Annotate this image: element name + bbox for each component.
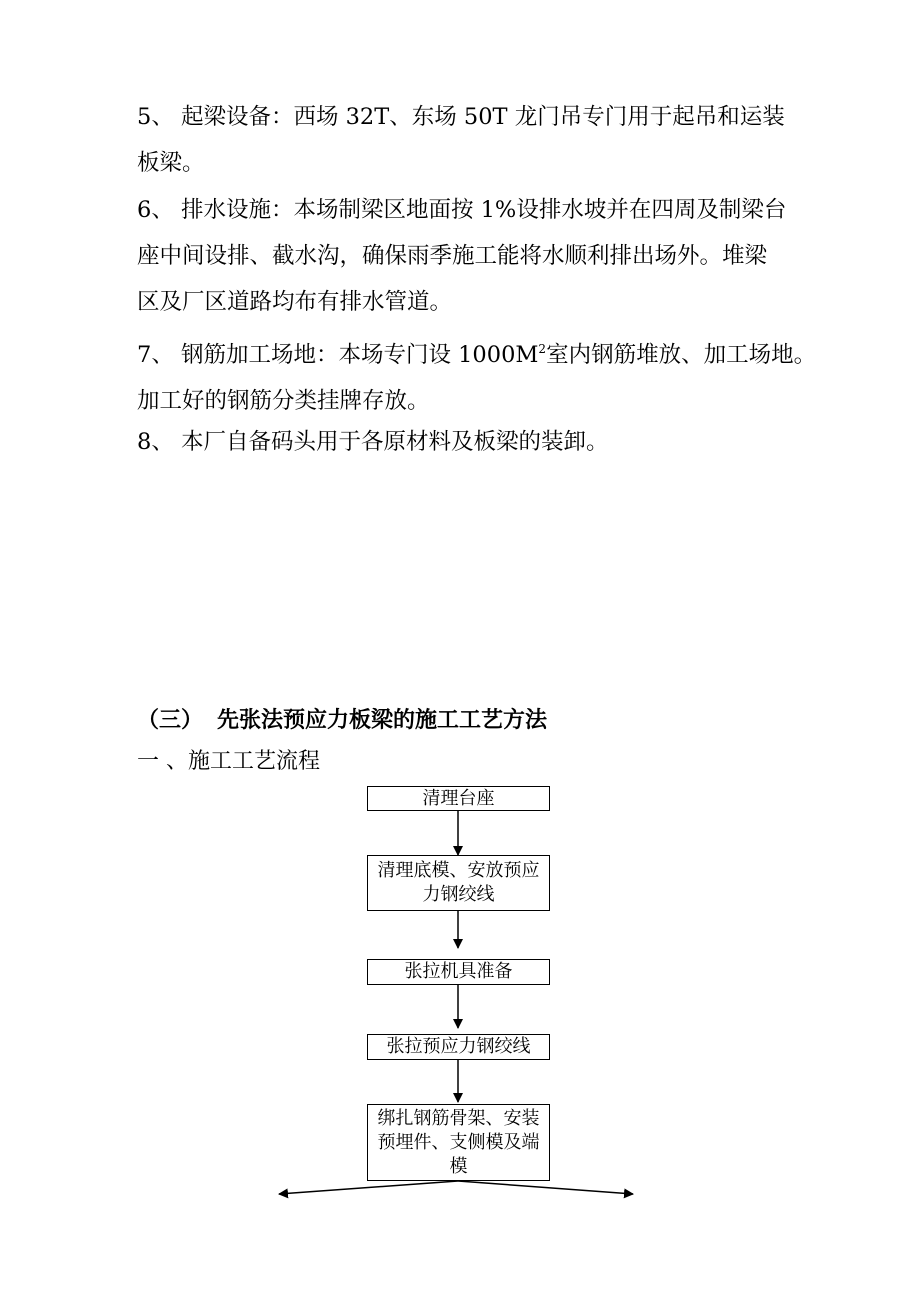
paragraph-text: 室内钢筋堆放、加工场地。 xyxy=(546,342,817,368)
flow-step-rebar-formwork xyxy=(367,1104,550,1181)
flow-branch-right-arrow xyxy=(458,1181,633,1194)
paragraph-line: 5、 起梁设备：西场 32T、东场 50T 龙门吊专门用于起吊和运装 xyxy=(137,104,785,130)
flow-step-label: 模 xyxy=(449,1155,468,1177)
flow-step-label: 力钢绞线 xyxy=(422,884,495,905)
paragraph-line: 座中间设排、截水沟，确保雨季施工能将水顺利排出场外。堆梁 xyxy=(137,243,768,269)
flow-step-label: 清理底模、安放预应 xyxy=(377,860,540,881)
superscript: 2 xyxy=(538,342,547,356)
paragraph-line: 8、 本厂自备码头用于各原材料及板梁的装卸。 xyxy=(137,429,609,455)
flow-step-tension-strand xyxy=(367,1034,550,1060)
flow-step-label: 张拉预应力钢绞线 xyxy=(386,1036,531,1057)
flow-step-clean-bottom-form xyxy=(367,855,550,911)
subsection-heading: 一 、施工工艺流程 xyxy=(137,749,320,774)
paragraph-text: 7、 钢筋加工场地：本场专门设 1000M xyxy=(137,342,539,368)
flow-branch-left-arrow xyxy=(279,1181,458,1194)
flow-step-label: 清理台座 xyxy=(422,787,495,809)
flow-step-label: 张拉机具准备 xyxy=(404,961,513,982)
paragraph-line: 板梁。 xyxy=(137,150,205,176)
flow-step-label: 预埋件、支侧模及端 xyxy=(377,1131,540,1153)
flow-step-label: 绑扎钢筋骨架、安装 xyxy=(377,1107,540,1129)
flow-step-clean-pedestal xyxy=(367,786,550,811)
flow-step-tension-equipment xyxy=(367,959,550,985)
section-number: （三） xyxy=(137,707,204,733)
paragraph-line: 区及厂区道路均布有排水管道。 xyxy=(137,289,453,315)
section-title: 先张法预应力板梁的施工工艺方法 xyxy=(217,707,548,733)
paragraph-line: 加工好的钢筋分类挂牌存放。 xyxy=(137,388,430,414)
paragraph-line: 6、 排水设施：本场制梁区地面按 1%设排水坡并在四周及制梁台 xyxy=(137,197,787,223)
